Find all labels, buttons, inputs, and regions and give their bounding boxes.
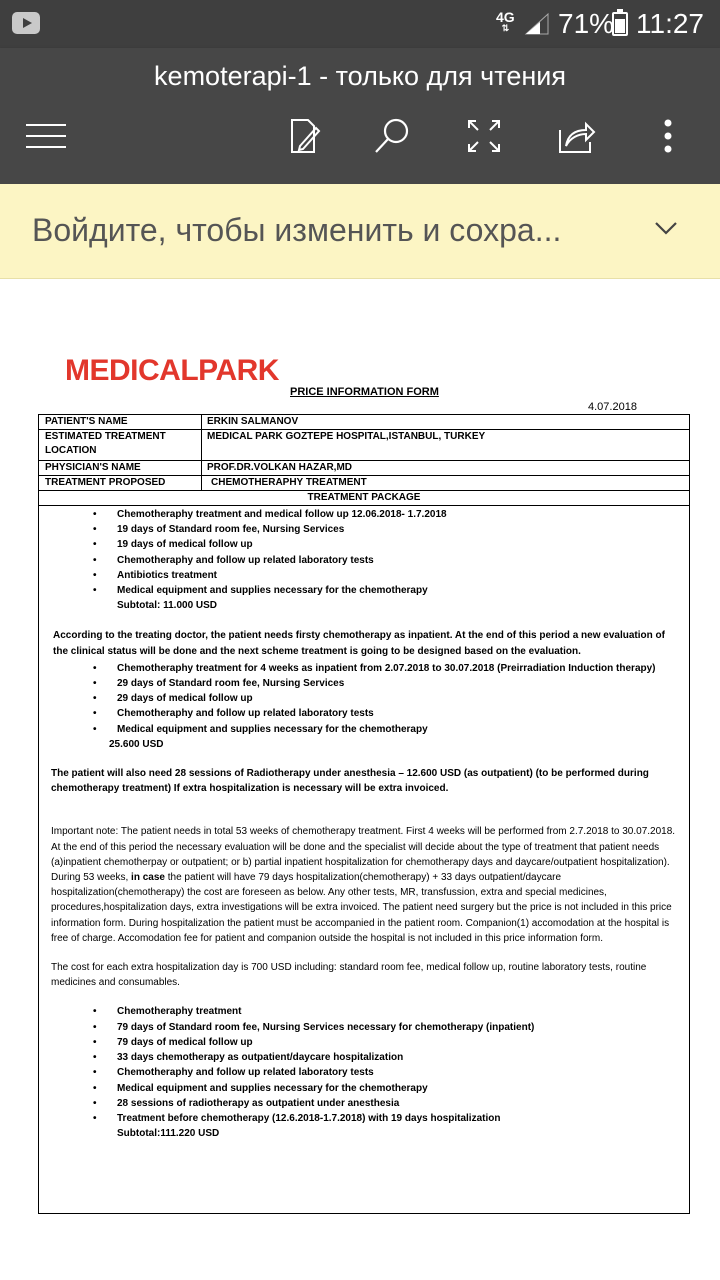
fullscreen-button[interactable] [456,108,512,164]
list-item: • Medical equipment and supplies necessary for the chemotherapy [117,722,681,737]
more-vertical-icon [663,118,673,154]
clock: 11:27 [636,8,704,39]
search-icon [372,116,412,156]
signal-icon [524,12,550,36]
paragraph-important-note: Important note: The patient needs in total 53 weeks of chemotherapy treatment. First 4 weeks will be performed from 2.7.2018 to 30.07.2018. At the end of this period the necessary evaluation will be done and the specialist will decide about the type of treatment that patient needs (a)inpatient chemotherpay or outpatient; or b) partial inpatient hospitalization for chemotherapy days and daycare/outpatient hospitalization). [51,826,676,868]
paragraph-radiotherapy: The patient will also need 28 sessions of Radiotherapy under anesthesia – 12.600 USD (as outpatient) (to be performed during chemotherapy treatment) If extra hospitalization is necessary will be extra invoiced. [51,768,649,795]
battery-icon [612,12,628,36]
list-item: • 79 days of medical follow up [117,1035,681,1050]
list-item: • 19 days of medical follow up [117,537,681,552]
document-page[interactable] [0,280,720,1280]
chevron-down-icon[interactable] [650,212,682,244]
subtotal-3: Subtotal:111.220 USD [117,1128,220,1140]
search-button[interactable] [364,108,420,164]
edit-button[interactable] [274,108,330,164]
youtube-notification-icon [12,12,40,34]
edit-document-icon [282,116,322,156]
package-list-3 [51,1004,681,1126]
status-bar [0,0,720,48]
battery-percent: 71% [558,8,615,39]
signin-banner-text: Войдите, чтобы изменить и сохра... [32,212,562,248]
medical-park-logo: MEDICALPARK [65,354,279,387]
signin-banner[interactable] [0,184,720,279]
list-item: • Chemotheraphy and follow up related laboratory tests [117,1065,681,1080]
subtotal-1: Subtotal: 11.000 USD [117,600,218,612]
info-row: ESTIMATED TREATMENT LOCATION MEDICAL PARK GOZTEPE HOSPITAL,ISTANBUL, TURKEY [39,430,689,461]
fullscreen-icon [466,118,502,154]
list-item: • Chemotheraphy treatment for 4 weeks as inpatient from 2.07.2018 to 30.07.2018 (Preirradiation Induction therapy) [117,661,681,676]
list-item: • Medical equipment and supplies necessary for the chemotherapy [117,583,681,598]
paragraph-extra-cost: The cost for each extra hospitalization day is 700 USD including: standard room fee, medical follow up, routine laboratory tests, routine medicines and consumables. [51,962,647,989]
list-item: • Chemotheraphy and follow up related laboratory tests [117,553,681,568]
list-item: • 28 sessions of radiotherapy as outpatient under anesthesia [117,1096,681,1111]
list-item: • 29 days of medical follow up [117,691,681,706]
list-item: • Chemotheraphy and follow up related laboratory tests [117,706,681,721]
list-item: • Antibiotics treatment [117,568,681,583]
treatment-package-title: TREATMENT PACKAGE [39,491,689,506]
paragraph-53-weeks: During 53 weeks, in case the patient will have 79 days hospitalization(chemotherapy) + 33 days outpatient/daycare hospitalization(chemotherapy) the cost are foreseen as below. Any other tests, MR, transfussion, extra and special medicines, procedures,hospitalization days, extra investigations will be extra invoiced. The patient need surgery but the price is not included in this price information form. During hospitalization the patient must be accompanied in the patient room. Companion(1) accomodation at the hospital is free of charge. Accomodation fee for patient and companion outside the hospital is not included in this price information form. [51,872,672,944]
form-title: PRICE INFORMATION FORM [290,386,439,398]
form-frame [38,414,690,1214]
share-button[interactable] [548,108,604,164]
list-item: • 33 days chemotherapy as outpatient/daycare hospitalization [117,1050,681,1065]
info-row: PHYSICIAN'S NAME PROF.DR.VOLKAN HAZAR,MD [39,461,689,476]
list-item: • Chemotheraphy treatment and medical follow up 12.06.2018- 1.7.2018 [117,507,681,522]
list-item: • Medical equipment and supplies necessary for the chemotherapy [117,1081,681,1096]
subtotal-2: 25.600 USD [109,738,164,750]
document-title: kemoterapi-1 - только для чтения [154,61,566,91]
paragraph-doctor-note: According to the treating doctor, the patient needs firsty chemotherapy as inpatient. At the end of this period a new evaluation of the clinical status will be done and the next scheme treatment is going to be designed based on the evaluation. [53,630,665,657]
package-list-2 [51,661,681,737]
info-row: TREATMENT PROPOSED CHEMOTHERAPHY TREATMENT [39,476,689,491]
info-row: PATIENT'S NAME ERKIN SALMANOV [39,415,689,430]
app-bar [0,48,720,184]
list-item: • Chemotheraphy treatment [117,1004,681,1019]
more-options-button[interactable] [640,108,696,164]
list-item: • 19 days of Standard room fee, Nursing Services [117,522,681,537]
share-icon [556,116,596,156]
network-type: 4G ⇅ [496,9,515,33]
list-item: • 79 days of Standard room fee, Nursing Services necessary for chemotherapy (inpatient) [117,1020,681,1035]
menu-button[interactable] [18,108,74,164]
hamburger-icon [24,121,68,151]
document-body [51,507,681,1141]
list-item: • 29 days of Standard room fee, Nursing Services [117,676,681,691]
list-item: • Treatment before chemotherapy (12.6.2018-1.7.2018) with 19 days hospitalization [117,1111,681,1126]
package-list-1 [51,507,681,598]
form-date: 4.07.2018 [588,401,637,413]
